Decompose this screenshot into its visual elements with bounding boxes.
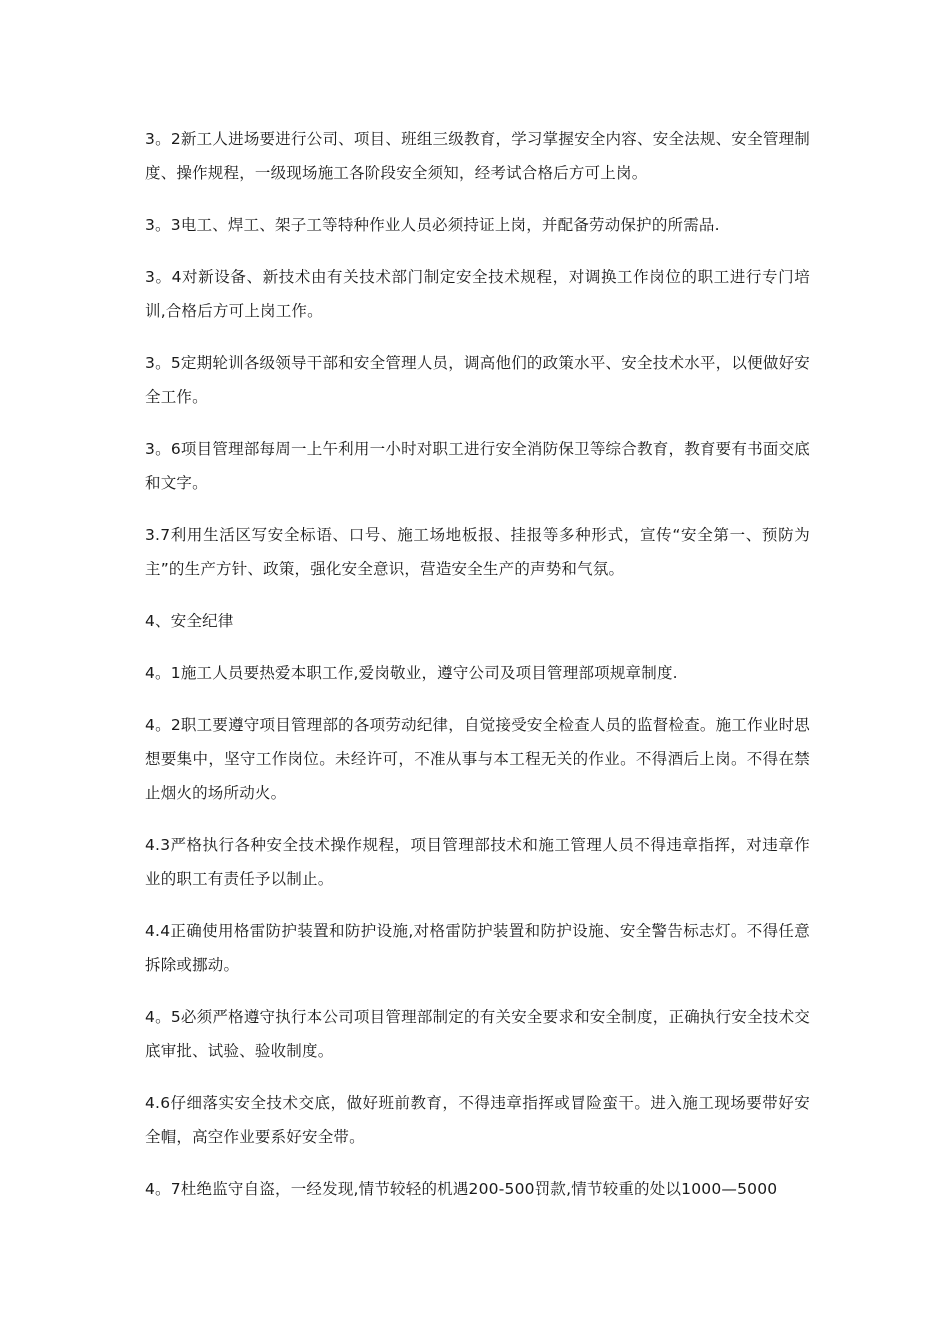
paragraph-3-7: 3.7利用生活区写安全标语、口号、施工场地板报、挂报等多种形式，宣传“安全第一、预防为主”的生产方针、政策，强化安全意识，营造安全生产的声势和气氛。: [145, 526, 810, 578]
paragraph-4-1: 4。1施工人员要热爱本职工作,爱岗敬业，遵守公司及项目管理部项规章制度.: [145, 664, 678, 682]
paragraph-4-5: 4。5必须严格遵守执行本公司项目管理部制定的有关安全要求和安全制度，正确执行安全技术交底审批、试验、验收制度。: [145, 1008, 810, 1060]
paragraph-4-7: 4。7杜绝监守自盗，一经发现,情节较轻的机遇200-500罚款,情节较重的处以1000—5000: [145, 1180, 778, 1198]
paragraph-3-2: 3。2新工人进场要进行公司、项目、班组三级教育，学习掌握安全内容、安全法规、安全管理制度、操作规程，一级现场施工各阶段安全须知，经考试合格后方可上岗。: [145, 130, 810, 182]
paragraph-3-4: 3。4对新设备、新技术由有关技术部门制定安全技术规程，对调换工作岗位的职工进行专门培训,合格后方可上岗工作。: [145, 268, 810, 320]
paragraph-4-6: 4.6仔细落实安全技术交底，做好班前教育，不得违章指挥或冒险蛮干。进入施工现场要带好安全帽，高空作业要系好安全带。: [145, 1094, 810, 1146]
paragraph-4-4: 4.4正确使用格雷防护装置和防护设施,对格雷防护装置和防护设施、安全警告标志灯。不得任意拆除或挪动。: [145, 922, 810, 974]
paragraph-3-3: 3。3电工、焊工、架子工等特种作业人员必须持证上岗，并配备劳动保护的所需品.: [145, 216, 720, 234]
paragraph-3-5: 3。5定期轮训各级领导干部和安全管理人员，调高他们的政策水平、安全技术水平，以便做好安全工作。: [145, 354, 810, 406]
section-heading-4: 4、安全纪律: [145, 612, 234, 630]
paragraph-3-6: 3。6项目管理部每周一上午利用一小时对职工进行安全消防保卫等综合教育，教育要有书面交底和文字。: [145, 440, 810, 492]
document-body: [145, 122, 810, 1224]
paragraph-4-3: 4.3严格执行各种安全技术操作规程，项目管理部技术和施工管理人员不得违章指挥，对违章作业的职工有责任予以制止。: [145, 836, 810, 888]
paragraph-4-2: 4。2职工要遵守项目管理部的各项劳动纪律，自觉接受安全检查人员的监督检查。施工作业时思想要集中，坚守工作岗位。未经许可，不准从事与本工程无关的作业。不得酒后上岗。不得在禁止烟火的场所动火。: [145, 716, 810, 802]
